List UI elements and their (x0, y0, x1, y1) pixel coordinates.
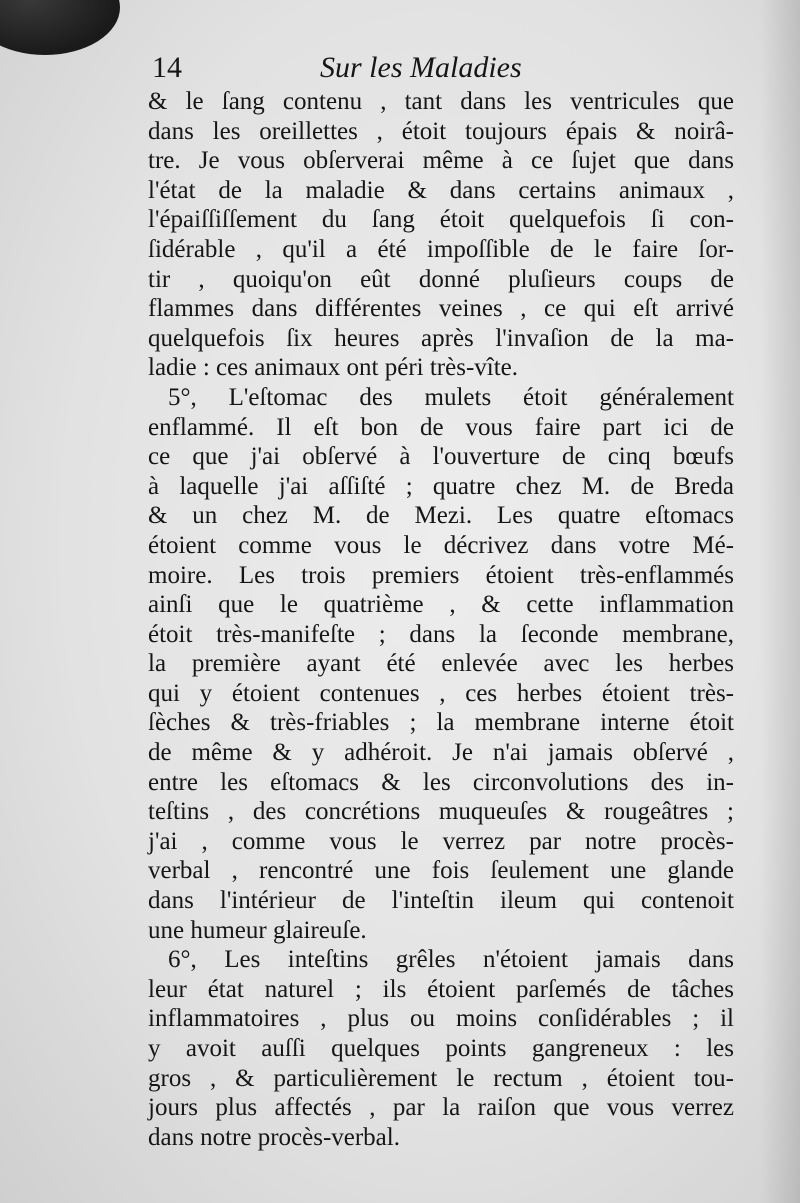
text-line: moire. Les trois premiers étoient très-enflammés (148, 561, 734, 589)
text-line: à laquelle j'ai aſſiſté ; quatre chez M. de Breda (148, 472, 734, 500)
text-line: y avoit auſſi quelques points gangreneux : les (148, 1035, 734, 1062)
text-line: verbal , rencontré une fois ſeulement une glande (148, 857, 734, 885)
text-line: ſèches & très-friables ; la membrane interne étoit (148, 709, 734, 737)
text-line: de même & y adhéroit. Je n'ai jamais obſervé , (148, 739, 734, 767)
text-line: leur état naturel ; ils étoient parſemés de tâches (148, 975, 734, 1003)
text-line: inflammatoires , plus ou moins conſidérables ; il (148, 1005, 734, 1033)
text-line: dans les oreillettes , étoit toujours épais & noirâ- (148, 117, 734, 145)
body-text (148, 87, 734, 1152)
text-line: une humeur glaireuſe. (148, 916, 367, 944)
text-line: l'état de la maladie & dans certains animaux , (148, 176, 734, 204)
text-line: enflammé. Il eſt bon de vous faire part ici de (148, 413, 734, 441)
text-line: étoit très-manifeſte ; dans la ſeconde membrane, (148, 620, 734, 648)
text-line: j'ai , comme vous le verrez par notre procès- (148, 827, 734, 855)
page-number: 14 (152, 51, 182, 84)
text-line: tir , quoiqu'on eût donné pluſieurs coups de (148, 265, 734, 293)
text-line: flammes dans différentes veines , ce qui eſt arrivé (148, 295, 734, 323)
text-line: & un chez M. de Mezi. Les quatre eſtomacs (148, 502, 734, 530)
text-line: qui y étoient contenues , ces herbes étoient très- (148, 679, 734, 707)
text-line: jours plus affectés , par la raiſon que vous verrez (148, 1094, 734, 1122)
text-line: 5°, L'eſtomac des mulets étoit généralement (168, 383, 734, 411)
text-line: ainſi que le quatrième , & cette inflammation (148, 591, 734, 619)
text-line: dans l'intérieur de l'inteſtin ileum qui contenoit (148, 887, 734, 915)
text-line: étoient comme vous le décrivez dans votre Mé- (148, 531, 734, 559)
paragraph (148, 945, 734, 1152)
text-line: 6°, Les inteſtins grêles n'étoient jamais dans (168, 946, 734, 974)
running-title: Sur les Maladies (320, 51, 522, 84)
text-line: ladie : ces animaux ont péri très-vîte. (148, 354, 519, 382)
text-line: dans notre procès-verbal. (148, 1123, 400, 1151)
text-line: l'épaiſſiſſement du ſang étoit quelquefois ſi con- (148, 206, 734, 234)
text-line: quelquefois ſix heures après l'invaſion de la ma- (148, 324, 734, 352)
text-line: ſidérable , qu'il a été impoſſible de le faire ſor- (148, 235, 734, 263)
text-line: gros , & particulièrement le rectum , étoient tou- (148, 1064, 734, 1092)
page-edge-shadow (760, 0, 800, 1203)
thumb-shadow (0, 0, 120, 55)
text-line: ce que j'ai obſervé à l'ouverture de cinq bœufs (148, 443, 734, 471)
page-header (152, 50, 572, 90)
text-line: teſtins , des concrétions muqueuſes & rougeâtres ; (148, 798, 734, 826)
paragraph (148, 383, 734, 945)
text-line: entre les eſtomacs & les circonvolutions des in- (148, 768, 734, 796)
text-line: tre. Je vous obſerverai même à ce ſujet que dans (148, 147, 734, 175)
text-line: la première ayant été enlevée avec les herbes (148, 650, 734, 678)
paragraph (148, 87, 734, 383)
text-line: & le ſang contenu , tant dans les ventricules que (148, 88, 734, 115)
